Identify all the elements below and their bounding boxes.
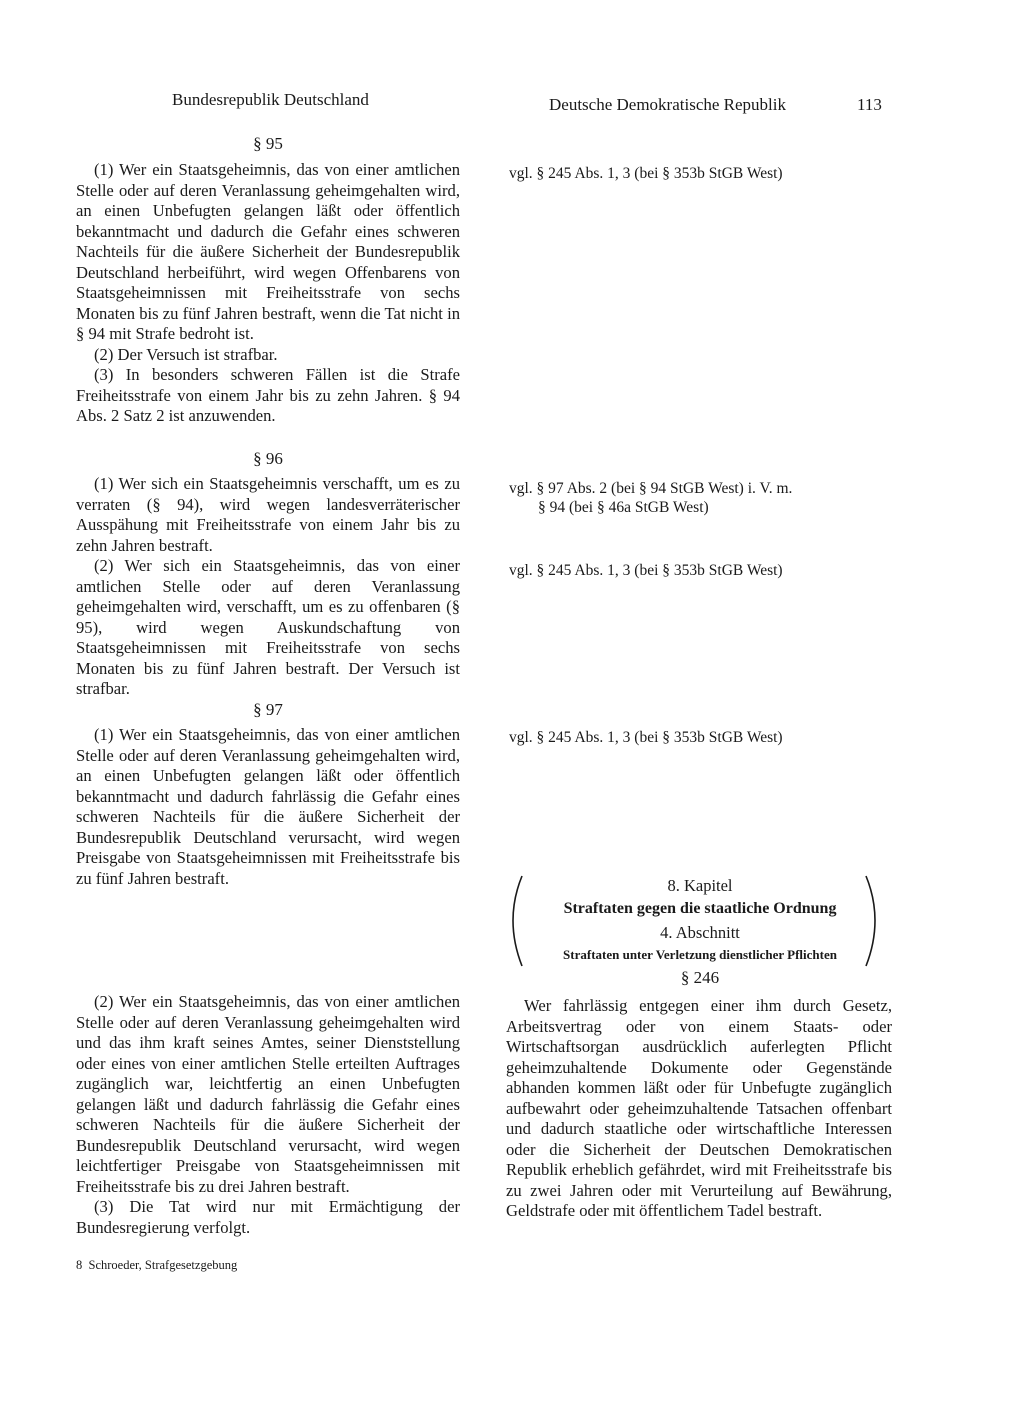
reference-1: vgl. § 245 Abs. 1, 3 (bei § 353b StGB West): [509, 165, 783, 182]
chapter-number: 8. Kapitel: [667, 876, 733, 895]
chapter-title: Straftaten gegen die staatliche Ordnung: [563, 900, 837, 917]
section-heading-96: § 96: [253, 449, 283, 468]
s97-paragraph-2: [76, 992, 460, 1197]
section-number: 4. Abschnitt: [660, 923, 740, 942]
section-title: Straftaten unter Verletzung dienstlicher Pflichten: [563, 947, 837, 962]
section-heading-97: § 97: [253, 700, 283, 719]
reference-2-line-1: vgl. § 97 Abs. 2 (bei § 94 StGB West) i. V. m.: [509, 480, 793, 497]
section-heading-95: § 95: [253, 134, 283, 153]
s246-paragraph: [506, 996, 892, 1222]
s97-paragraph-1: [76, 725, 460, 889]
s96-paragraph-2: [76, 556, 460, 700]
s95-p3-text: (3) In besonders schweren Fällen ist die Strafe Freiheitsstrafe von einem Jahr bis zu zehn Jahren. § 94 Abs. 2 Satz 2 ist anzuwenden.: [76, 365, 460, 425]
header-right: Deutsche Demokratische Republik: [549, 95, 786, 114]
section-246: [506, 996, 892, 1222]
s246-text: Wer fahrlässig entgegen einer ihm durch Gesetz, Arbeitsvertrag oder von einem Staats- oder Wirtschaftsorgan ausdrücklich auferlegten Pflicht geheimzuhaltende Dokumente oder Gegenstände abhanden kommen läßt oder für Unbefugte zugänglich aufbewahrt oder geheimzuhaltende Tatsachen offenbart und dadurch staatliche oder wirtschaftliche Interessen oder die Sicherheit der Deutschen Demokratischen Republik erheblich gefährdet, wird mit Freiheitsstrafe bis zu zwei Jahren oder mit Verurteilung auf Bewährung, Geldstrafe oder mit öffentlichem Tadel bestraft.: [506, 996, 892, 1220]
reference-2: [509, 479, 792, 517]
s95-paragraph-3: [76, 365, 460, 427]
s95-p1-text: (1) Wer ein Staatsgeheimnis, das von einer amtlichen Stelle oder auf deren Veranlassung geheimgehalten wird, an einen Unbefugten gelangen läßt oder öffentlich bekanntmacht und dadurch die Gefahr eines schweren Nachteils für die äußere Sicherheit der Bundesrepublik Deutschland herbeiführt, wird wegen Offenbarens von Staatsgeheimnissen mit Freiheitsstrafe von sechs Monaten bis zu fünf Jahren bestraft, wenn die Tat nicht in § 94 mit Strafe bedroht ist.: [76, 160, 460, 343]
s96-p2-text: (2) Wer sich ein Staatsgeheimnis, das von einer amtlichen Stelle oder auf deren Veranlassung geheimgehalten wird, verschafft, um es zu offenbaren (§ 95), wird wegen Auskundschaftung von Staatsgeheimnissen mit Freiheitsstrafe von sechs Monaten bis zu fünf Jahren bestraft. Der Versuch ist strafbar.: [76, 556, 460, 698]
section-95: [76, 160, 460, 427]
section-97-part2: [76, 992, 460, 1238]
s95-paragraph-1: [76, 160, 460, 345]
page-number: 113: [857, 95, 882, 114]
signature-number: 8: [76, 1258, 83, 1272]
s97-paragraph-3: [76, 1197, 460, 1238]
reference-3: vgl. § 245 Abs. 1, 3 (bei § 353b StGB West): [509, 562, 783, 579]
s97-p1-text: (1) Wer ein Staatsgeheimnis, das von einer amtlichen Stelle oder auf deren Veranlassung geheimgehalten wird, an einen Unbefugten gelangen läßt oder öffentlich bekanntmacht und dadurch fahrlässig die Gefahr eines schweren Nachteils für die äußere Sicherheit der Bundesrepublik Deutschland verursacht, wird wegen Preisgabe von Staatsgeheimnissen mit Freiheitsstrafe bis zu fünf Jahren bestraft.: [76, 725, 460, 888]
s97-p2-text: (2) Wer ein Staatsgeheimnis, das von einer amtlichen Stelle oder auf deren Veranlassung geheimgehalten wird und das ihm kraft seines Amtes, seiner Dienststellung oder eines von einer amtlichen Stelle erteilten Auftrages zugänglich war, leichtfertig an einen Unbefugten gelangen läßt und dadurch fahrlässig die Gefahr eines schweren Nachteils für die äußere Sicherheit der Bundesrepublik Deutschland verursacht, wird wegen leichtfertiger Preisgabe von Staatsgeheimnissen mit Freiheitsstrafe bis zu drei Jahren bestraft.: [76, 992, 460, 1196]
section-heading-246: § 246: [680, 968, 720, 987]
section-97-part1: [76, 725, 460, 889]
s95-p2-text: (2) Der Versuch ist strafbar.: [94, 344, 278, 364]
section-96: [76, 474, 460, 700]
s97-p3-text: (3) Die Tat wird nur mit Ermächtigung der Bundesregierung verfolgt.: [76, 1197, 460, 1237]
reference-2-line-2: § 94 (bei § 46a StGB West): [538, 499, 709, 516]
reference-4: vgl. § 245 Abs. 1, 3 (bei § 353b StGB West): [509, 729, 783, 746]
s95-paragraph-2: [76, 345, 460, 366]
s96-paragraph-1: [76, 474, 460, 556]
footer-text: Schroeder, Strafgesetzgebung: [88, 1258, 238, 1272]
footer: [76, 1258, 237, 1273]
header-left: Bundesrepublik Deutschland: [172, 90, 369, 109]
s96-p1-text: (1) Wer sich ein Staatsgeheimnis verschafft, um es zu verraten (§ 94), wird wegen landesverräterischer Ausspähung mit Freiheitsstrafe von einem Jahr bis zu zehn Jahren bestraft.: [76, 474, 460, 555]
